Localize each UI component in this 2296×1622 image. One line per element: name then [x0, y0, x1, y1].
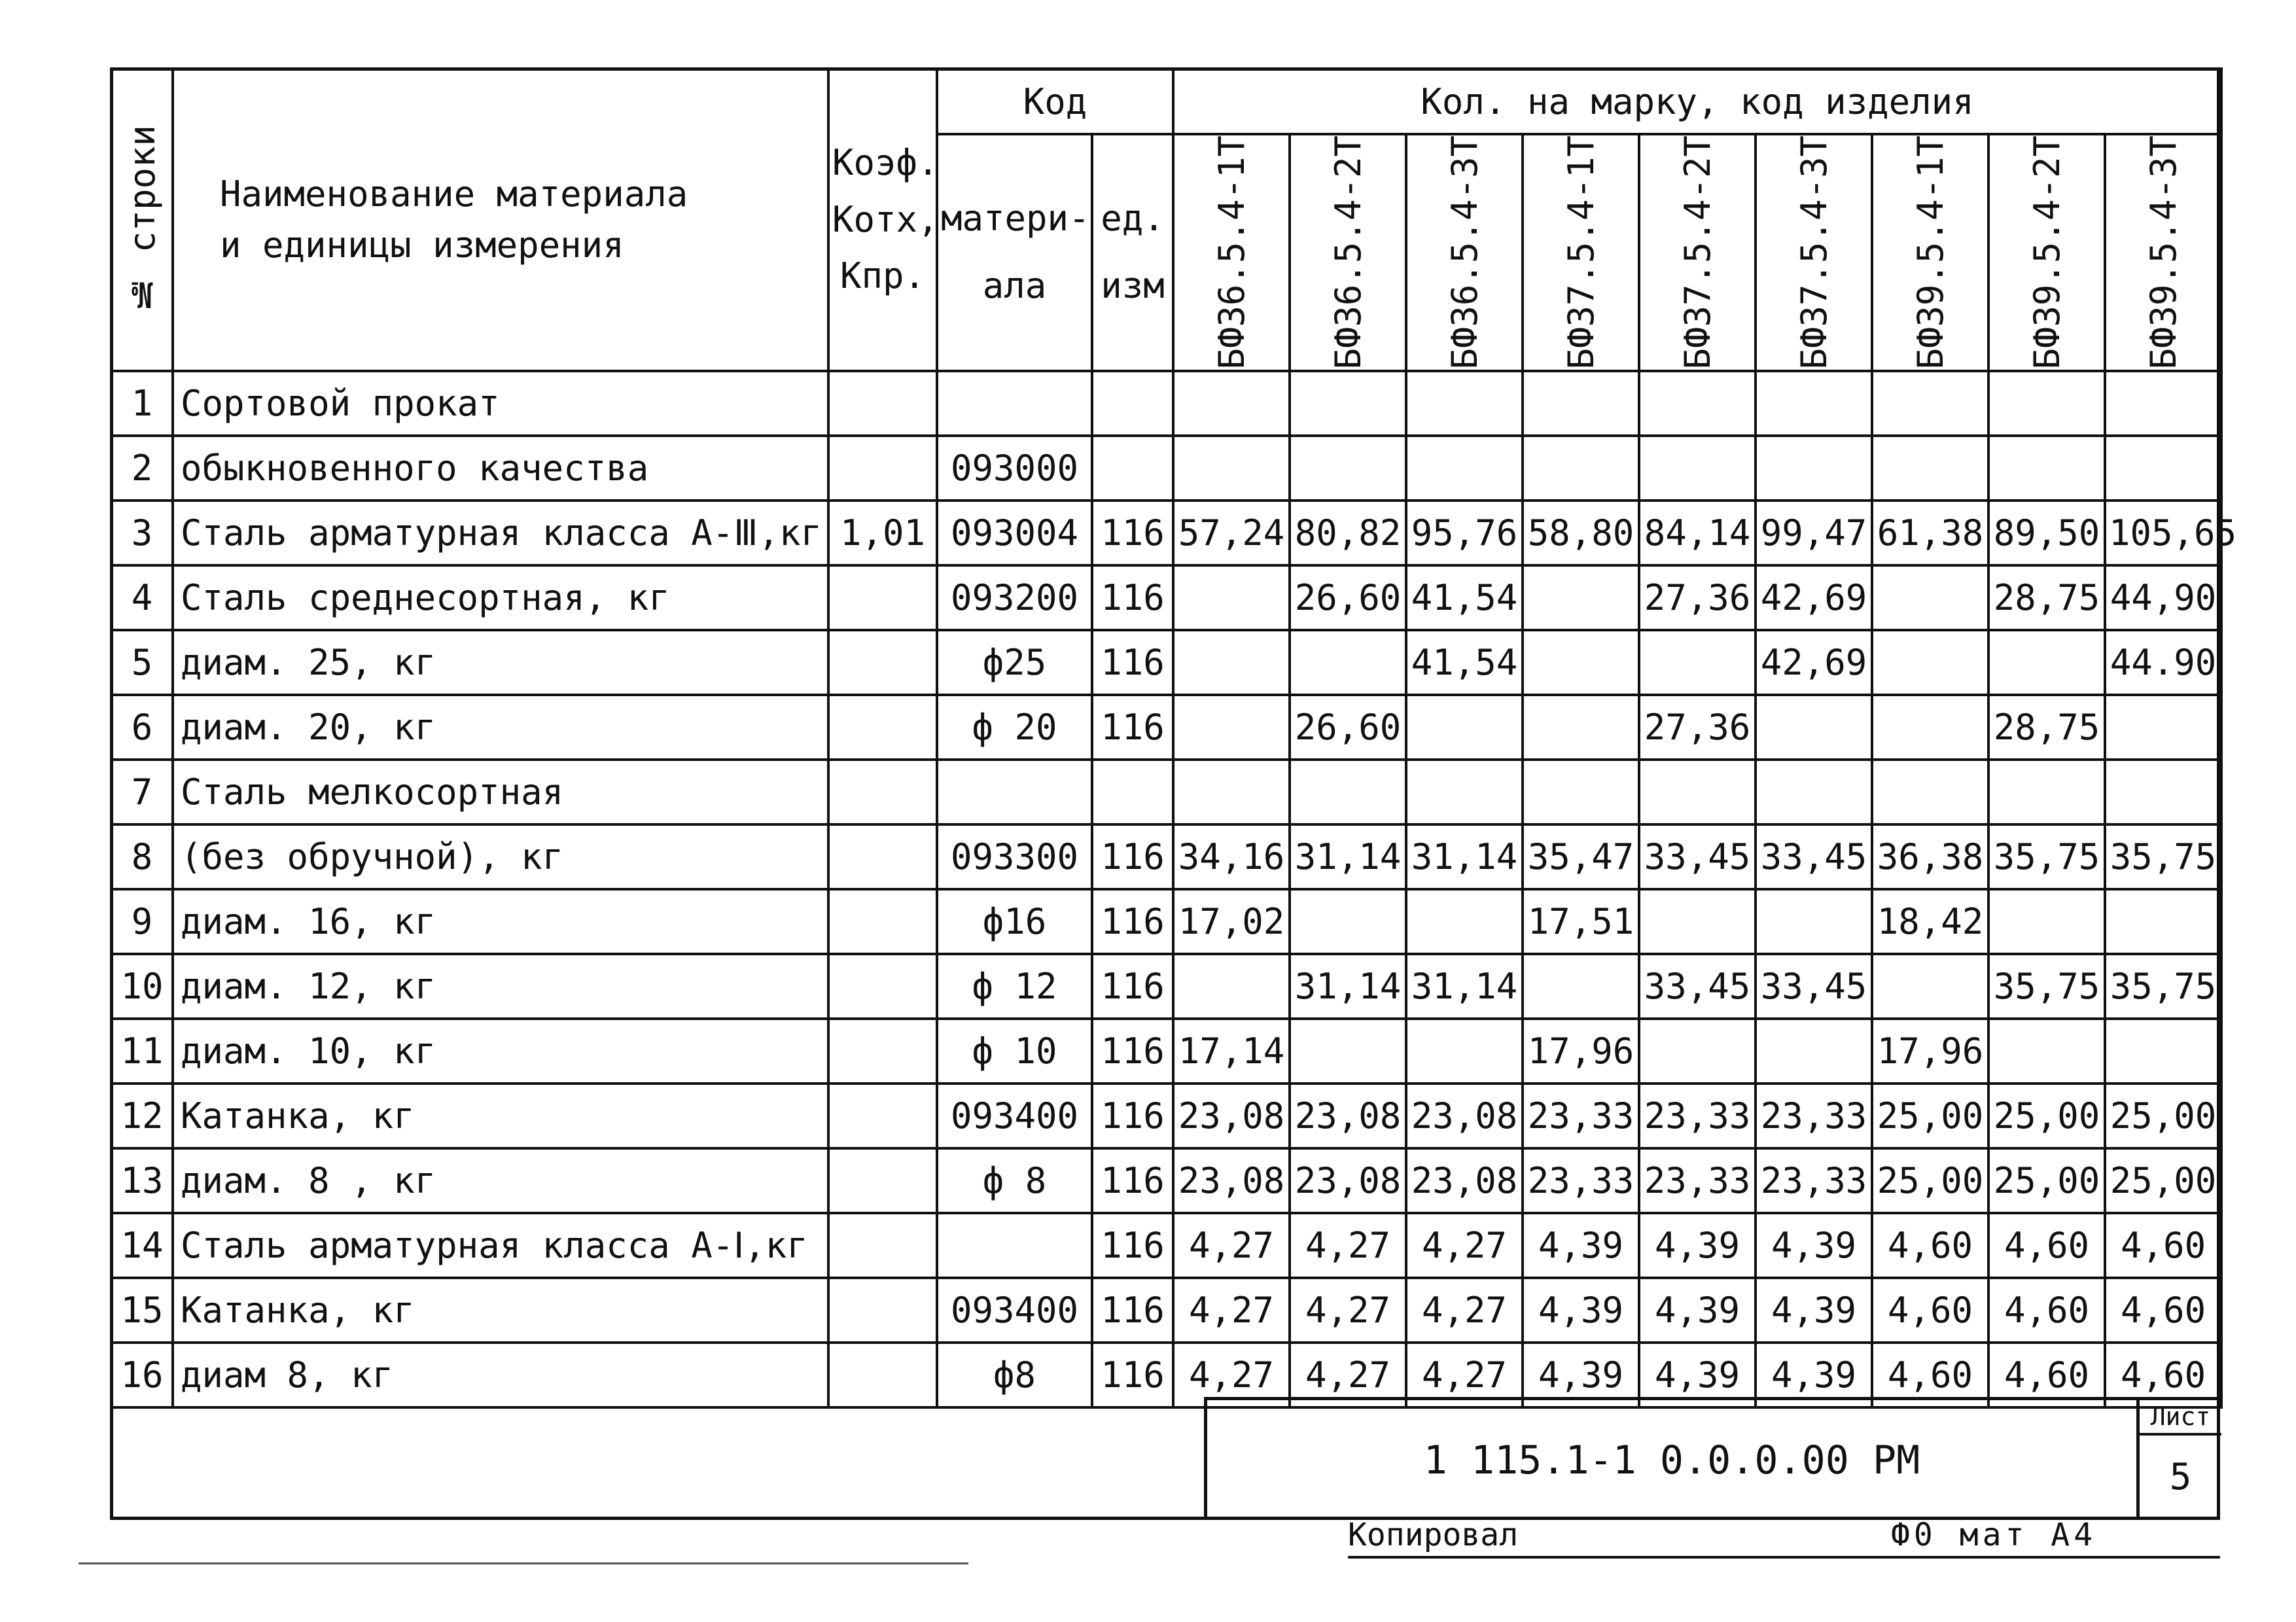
qty-cell: 33,45	[1756, 954, 1872, 1019]
qty-cell	[1523, 371, 1639, 436]
qty-cell: 4,60	[1988, 1343, 2105, 1407]
qty-cell: 4,27	[1406, 1213, 1523, 1278]
coef-cell	[828, 371, 937, 436]
qty-cell: 4,39	[1756, 1213, 1872, 1278]
qty-cell	[1523, 565, 1639, 630]
qty-cell: 4,60	[1872, 1278, 1988, 1343]
material-name-cell: Катанка, кг	[173, 1278, 828, 1343]
qty-cell: 80,82	[1290, 501, 1406, 565]
material-code-cell: ф 20	[937, 695, 1092, 760]
qty-cell: 89,50	[1988, 501, 2105, 565]
qty-cell: 31,14	[1406, 824, 1523, 889]
coef-cell	[828, 889, 937, 954]
table-row	[111, 565, 2221, 630]
coef-cell	[828, 436, 937, 501]
unit-code-cell: 116	[1092, 1019, 1173, 1084]
qty-cell: 17,96	[1523, 1019, 1639, 1084]
coef-cell	[828, 954, 937, 1019]
qty-cell: 4,39	[1639, 1278, 1756, 1343]
material-name-cell: Катанка, кг	[173, 1084, 828, 1148]
material-code-cell: ф 12	[937, 954, 1092, 1019]
material-code-cell: ф8	[937, 1343, 1092, 1407]
row-number-cell: 2	[111, 436, 173, 501]
qty-cell	[1290, 760, 1406, 824]
qty-cell	[1523, 436, 1639, 501]
qty-cell	[1639, 630, 1756, 695]
coef-cell	[828, 1148, 937, 1213]
qty-group-header: Кол. на марку, код изделия	[1173, 69, 2221, 134]
product-header	[1872, 134, 1988, 371]
qty-cell	[1173, 630, 1290, 695]
qty-cell: 41,54	[1406, 565, 1523, 630]
product-code: БФ36.5.4-3Т	[1443, 135, 1485, 370]
unit-code-cell: 116	[1092, 1343, 1173, 1407]
material-code-cell	[937, 371, 1092, 436]
bottom-rule	[79, 1562, 968, 1564]
row-number-cell: 8	[111, 824, 173, 889]
material-code-cell: 093400	[937, 1084, 1092, 1148]
qty-cell	[1406, 695, 1523, 760]
coef-header-line2: Котх,	[832, 198, 939, 240]
qty-cell	[1173, 695, 1290, 760]
qty-cell: 58,80	[1523, 501, 1639, 565]
coef-header-line3: Кпр.	[839, 255, 926, 296]
product-code: БФ39.5.4-3Т	[2142, 135, 2184, 370]
material-name-cell: Сталь арматурная класса А-Ⅰ,кг	[173, 1213, 828, 1278]
qty-cell: 4,60	[1872, 1343, 1988, 1407]
material-name-cell: диам. 20, кг	[173, 695, 828, 760]
code-material-line2: ала	[982, 264, 1047, 306]
qty-cell: 4,27	[1406, 1278, 1523, 1343]
qty-cell: 31,14	[1290, 954, 1406, 1019]
qty-cell: 99,47	[1756, 501, 1872, 565]
unit-code-cell: 116	[1092, 1213, 1173, 1278]
qty-cell: 33,45	[1639, 824, 1756, 889]
qty-cell: 23,08	[1406, 1148, 1523, 1213]
qty-cell	[1173, 371, 1290, 436]
qty-cell: 35,75	[1988, 954, 2105, 1019]
table-row	[111, 436, 2221, 501]
qty-cell	[1523, 954, 1639, 1019]
material-name-cell: Сортовой прокат	[173, 371, 828, 436]
qty-cell	[1173, 760, 1290, 824]
unit-code-cell	[1092, 371, 1173, 436]
table-row	[111, 760, 2221, 824]
table-row	[111, 1019, 2221, 1084]
unit-code-cell: 116	[1092, 630, 1173, 695]
qty-cell: 105,65	[2105, 501, 2221, 565]
qty-cell	[1872, 630, 1988, 695]
unit-code-cell: 116	[1092, 501, 1173, 565]
qty-cell	[1173, 954, 1290, 1019]
qty-cell	[1872, 371, 1988, 436]
row-number-cell: 5	[111, 630, 173, 695]
coef-cell	[828, 630, 937, 695]
table-row	[111, 1148, 2221, 1213]
qty-cell: 27,36	[1639, 695, 1756, 760]
table-row	[111, 371, 2221, 436]
qty-cell: 23,08	[1173, 1148, 1290, 1213]
code-unit-line1: ед.	[1101, 198, 1165, 239]
qty-cell: 4,39	[1523, 1213, 1639, 1278]
qty-cell: 23,08	[1290, 1084, 1406, 1148]
qty-cell: 35,75	[1988, 824, 2105, 889]
qty-cell: 61,38	[1872, 501, 1988, 565]
qty-cell: 33,45	[1639, 954, 1756, 1019]
qty-cell: 4,39	[1523, 1278, 1639, 1343]
document-code: 1 115.1-1 0.0.0.00 РМ	[1423, 1437, 1920, 1483]
qty-cell	[1639, 371, 1756, 436]
table-row	[111, 824, 2221, 889]
qty-cell: 25,00	[1988, 1084, 2105, 1148]
qty-cell: 17,96	[1872, 1019, 1988, 1084]
qty-cell	[1290, 371, 1406, 436]
qty-cell: 4,27	[1290, 1213, 1406, 1278]
qty-cell	[1872, 565, 1988, 630]
qty-cell	[1872, 436, 1988, 501]
qty-cell: 18,42	[1872, 889, 1988, 954]
qty-cell	[1756, 371, 1872, 436]
qty-cell: 23,33	[1756, 1084, 1872, 1148]
product-header	[1290, 134, 1406, 371]
qty-cell: 25,00	[1872, 1084, 1988, 1148]
qty-cell	[1872, 954, 1988, 1019]
qty-cell: 35,75	[2105, 824, 2221, 889]
qty-cell	[1988, 630, 2105, 695]
unit-code-cell: 116	[1092, 954, 1173, 1019]
material-name-cell: диам 8, кг	[173, 1343, 828, 1407]
material-name-cell: обыкновенного качества	[173, 436, 828, 501]
qty-cell	[1756, 436, 1872, 501]
product-code: БФ39.5.4-2Т	[2026, 135, 2068, 370]
coef-header	[828, 69, 937, 371]
qty-cell: 4,27	[1406, 1343, 1523, 1407]
unit-code-cell: 116	[1092, 1278, 1173, 1343]
qty-cell: 25,00	[2105, 1084, 2221, 1148]
product-code: БФ36.5.4-2Т	[1327, 135, 1369, 370]
qty-cell: 4,39	[1523, 1343, 1639, 1407]
row-number-cell: 12	[111, 1084, 173, 1148]
material-name-header-line1: Наименование материала	[220, 173, 688, 215]
qty-cell: 28,75	[1988, 565, 2105, 630]
qty-cell	[1639, 760, 1756, 824]
sheet-label: Лист	[2140, 1400, 2221, 1436]
code-unit-header	[1092, 134, 1173, 371]
qty-cell: 17,51	[1523, 889, 1639, 954]
product-header	[1639, 134, 1756, 371]
qty-cell: 26,60	[1290, 565, 1406, 630]
material-name-header-line2: и единицы измерения	[220, 224, 624, 266]
qty-cell: 28,75	[1988, 695, 2105, 760]
material-name-header	[173, 69, 828, 371]
row-number-cell: 13	[111, 1148, 173, 1213]
qty-cell	[1290, 630, 1406, 695]
unit-code-cell	[1092, 760, 1173, 824]
qty-cell: 4,60	[1872, 1213, 1988, 1278]
materials-table	[110, 67, 2237, 1409]
material-name-cell: диам. 8 , кг	[173, 1148, 828, 1213]
qty-cell	[1406, 760, 1523, 824]
product-header	[1173, 134, 1290, 371]
coef-cell	[828, 1019, 937, 1084]
product-code: БФ39.5.4-1Т	[1909, 135, 1951, 370]
code-unit-line2: изм	[1101, 264, 1165, 306]
table-row	[111, 954, 2221, 1019]
sheet-box	[2136, 1400, 2221, 1520]
qty-cell	[1290, 436, 1406, 501]
row-number-label: № строки	[121, 124, 163, 315]
table-row	[111, 1278, 2221, 1343]
material-name-cell: диам. 10, кг	[173, 1019, 828, 1084]
qty-cell: 4,39	[1756, 1278, 1872, 1343]
table-row	[111, 889, 2221, 954]
code-material-header	[937, 134, 1092, 371]
material-code-cell	[937, 1213, 1092, 1278]
qty-cell: 23,33	[1639, 1148, 1756, 1213]
qty-cell	[1523, 630, 1639, 695]
sheet-number: 5	[2169, 1456, 2192, 1498]
qty-cell: 95,76	[1406, 501, 1523, 565]
coef-cell	[828, 1343, 937, 1407]
footer-rule	[1348, 1556, 2220, 1559]
qty-cell	[1406, 1019, 1523, 1084]
qty-cell: 4,60	[2105, 1278, 2221, 1343]
qty-cell: 23,33	[1523, 1148, 1639, 1213]
row-number-cell: 16	[111, 1343, 173, 1407]
row-number-cell: 11	[111, 1019, 173, 1084]
product-code: БФ37.5.4-1Т	[1560, 135, 1602, 370]
qty-cell: 4,27	[1173, 1213, 1290, 1278]
header-row-top	[111, 69, 2221, 134]
qty-cell	[1756, 760, 1872, 824]
material-code-cell: 093400	[937, 1278, 1092, 1343]
coef-cell	[828, 695, 937, 760]
row-number-cell: 7	[111, 760, 173, 824]
qty-cell: 34,16	[1173, 824, 1290, 889]
row-number-cell: 14	[111, 1213, 173, 1278]
qty-cell	[1756, 1019, 1872, 1084]
qty-cell: 44.90	[2105, 630, 2221, 695]
material-name-cell: диам. 25, кг	[173, 630, 828, 695]
material-code-cell: 093000	[937, 436, 1092, 501]
product-header	[1756, 134, 1872, 371]
qty-cell	[1988, 436, 2105, 501]
qty-cell	[1406, 889, 1523, 954]
material-code-cell	[937, 760, 1092, 824]
qty-cell	[2105, 1019, 2221, 1084]
table-row	[111, 630, 2221, 695]
material-name-cell: диам. 16, кг	[173, 889, 828, 954]
qty-cell: 27,36	[1639, 565, 1756, 630]
title-block	[1204, 1397, 2218, 1520]
qty-cell	[1639, 889, 1756, 954]
qty-cell	[1406, 371, 1523, 436]
qty-cell: 17,14	[1173, 1019, 1290, 1084]
qty-cell: 42,69	[1756, 565, 1872, 630]
material-code-cell: ф 8	[937, 1148, 1092, 1213]
qty-cell: 4,27	[1173, 1343, 1290, 1407]
qty-cell	[1988, 889, 2105, 954]
material-name-cell: Сталь мелкосортная	[173, 760, 828, 824]
unit-code-cell: 116	[1092, 824, 1173, 889]
row-number-header	[111, 69, 173, 371]
qty-cell: 4,60	[2105, 1343, 2221, 1407]
qty-cell: 17,02	[1173, 889, 1290, 954]
qty-cell: 4,60	[2105, 1213, 2221, 1278]
qty-cell	[1756, 889, 1872, 954]
qty-cell: 4,27	[1290, 1343, 1406, 1407]
row-number-cell: 6	[111, 695, 173, 760]
material-name-cell: (без обручной), кг	[173, 824, 828, 889]
qty-cell: 25,00	[1872, 1148, 1988, 1213]
coef-cell: 1,01	[828, 501, 937, 565]
qty-cell	[1639, 1019, 1756, 1084]
row-number-cell: 10	[111, 954, 173, 1019]
qty-cell	[1290, 1019, 1406, 1084]
coef-cell	[828, 760, 937, 824]
qty-cell	[2105, 695, 2221, 760]
material-code-cell: 093004	[937, 501, 1092, 565]
qty-cell: 44,90	[2105, 565, 2221, 630]
qty-cell: 84,14	[1639, 501, 1756, 565]
coef-header-line1: Коэф.	[832, 142, 939, 184]
qty-cell: 23,33	[1756, 1148, 1872, 1213]
qty-cell: 23,08	[1406, 1084, 1523, 1148]
qty-cell: 57,24	[1173, 501, 1290, 565]
material-name-cell: Сталь арматурная класса А-Ⅲ,кг	[173, 501, 828, 565]
qty-cell	[1988, 371, 2105, 436]
product-code: БФ36.5.4-1Т	[1210, 135, 1252, 370]
product-header	[1523, 134, 1639, 371]
row-number-cell: 9	[111, 889, 173, 954]
table-row	[111, 695, 2221, 760]
qty-cell: 31,14	[1290, 824, 1406, 889]
qty-cell	[1523, 695, 1639, 760]
row-number-cell: 3	[111, 501, 173, 565]
row-number-cell: 15	[111, 1278, 173, 1343]
coef-cell	[828, 1213, 937, 1278]
code-material-line1: матери-	[941, 198, 1090, 239]
product-header	[1406, 134, 1523, 371]
qty-cell	[1173, 436, 1290, 501]
qty-cell: 25,00	[1988, 1148, 2105, 1213]
unit-code-cell: 116	[1092, 889, 1173, 954]
qty-cell	[2105, 760, 2221, 824]
qty-cell	[1872, 760, 1988, 824]
product-code: БФ37.5.4-3Т	[1793, 135, 1835, 370]
qty-cell: 35,47	[1523, 824, 1639, 889]
qty-cell	[1406, 436, 1523, 501]
copied-label: Копировал	[1348, 1517, 1519, 1553]
qty-cell: 31,14	[1406, 954, 1523, 1019]
qty-cell: 41,54	[1406, 630, 1523, 695]
code-group-header: Код	[937, 69, 1173, 134]
qty-cell: 4,27	[1173, 1278, 1290, 1343]
coef-cell	[828, 1084, 937, 1148]
qty-cell: 23,33	[1639, 1084, 1756, 1148]
format-label: Ф0 мат А4	[1891, 1517, 2097, 1553]
table-row	[111, 1213, 2221, 1278]
coef-cell	[828, 824, 937, 889]
coef-cell	[828, 565, 937, 630]
product-code: БФ37.5.4-2Т	[1676, 135, 1718, 370]
qty-cell: 42,69	[1756, 630, 1872, 695]
qty-cell	[1523, 760, 1639, 824]
qty-cell: 4,39	[1756, 1343, 1872, 1407]
qty-cell: 4,60	[1988, 1278, 2105, 1343]
qty-cell	[1988, 760, 2105, 824]
material-code-cell: ф16	[937, 889, 1092, 954]
qty-cell: 25,00	[2105, 1148, 2221, 1213]
row-number-cell: 4	[111, 565, 173, 630]
material-code-cell: ф25	[937, 630, 1092, 695]
coef-cell	[828, 1278, 937, 1343]
material-code-cell: 093300	[937, 824, 1092, 889]
table-row	[111, 501, 2221, 565]
row-number-cell: 1	[111, 371, 173, 436]
qty-cell: 26,60	[1290, 695, 1406, 760]
qty-cell: 4,39	[1639, 1213, 1756, 1278]
qty-cell	[1639, 436, 1756, 501]
unit-code-cell: 116	[1092, 1084, 1173, 1148]
qty-cell	[1290, 889, 1406, 954]
qty-cell	[2105, 436, 2221, 501]
qty-cell	[1872, 695, 1988, 760]
qty-cell	[1756, 695, 1872, 760]
qty-cell: 36,38	[1872, 824, 1988, 889]
material-code-cell: 093200	[937, 565, 1092, 630]
qty-cell	[1173, 565, 1290, 630]
qty-cell: 4,27	[1290, 1278, 1406, 1343]
product-header	[1988, 134, 2105, 371]
qty-cell: 35,75	[2105, 954, 2221, 1019]
material-name-cell: диам. 12, кг	[173, 954, 828, 1019]
qty-cell: 23,08	[1173, 1084, 1290, 1148]
qty-cell	[1988, 1019, 2105, 1084]
qty-cell: 23,08	[1290, 1148, 1406, 1213]
unit-code-cell	[1092, 436, 1173, 501]
unit-code-cell: 116	[1092, 695, 1173, 760]
qty-cell: 4,39	[1639, 1343, 1756, 1407]
qty-cell	[2105, 371, 2221, 436]
product-header	[2105, 134, 2221, 371]
qty-cell	[2105, 889, 2221, 954]
qty-cell: 4,60	[1988, 1213, 2105, 1278]
table-row	[111, 1084, 2221, 1148]
material-code-cell: ф 10	[937, 1019, 1092, 1084]
qty-cell: 33,45	[1756, 824, 1872, 889]
qty-cell: 23,33	[1523, 1084, 1639, 1148]
material-name-cell: Сталь среднесортная, кг	[173, 565, 828, 630]
unit-code-cell: 116	[1092, 1148, 1173, 1213]
unit-code-cell: 116	[1092, 565, 1173, 630]
